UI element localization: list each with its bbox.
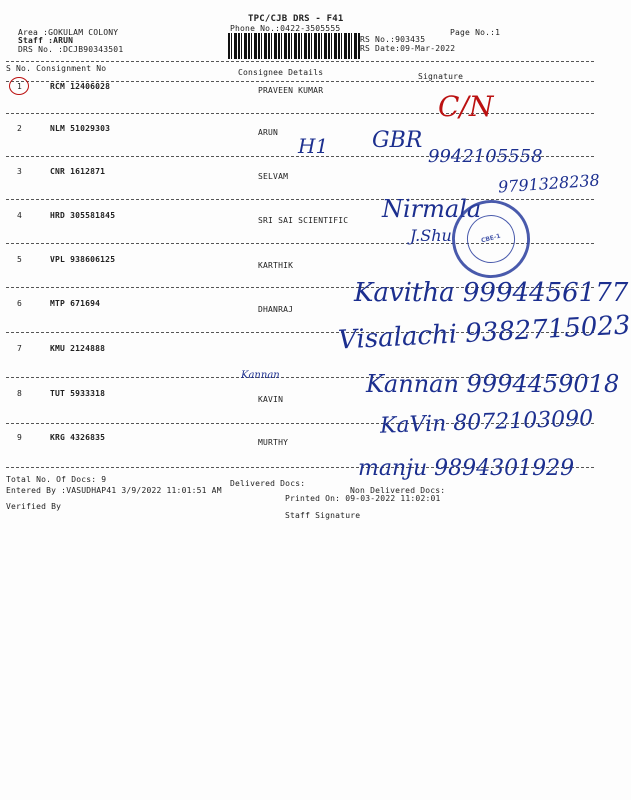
- document-title: TPC/CJB DRS - F41: [248, 14, 344, 24]
- printed-on: Printed On: 09-03-2022 11:02:01: [285, 494, 441, 503]
- handwritten-signature: GBR: [372, 128, 423, 153]
- row-sno: 7: [17, 344, 23, 353]
- handwritten-signature: KaVin 8072103090: [379, 406, 594, 439]
- phone-number: Phone No.:0422-3505555: [230, 24, 341, 33]
- handwritten-signature: Kavitha 9994456177: [354, 278, 629, 308]
- column-header-signature: Signature: [418, 72, 464, 81]
- page-number: Page No.:1: [450, 28, 501, 37]
- row-consignee: ARUN: [258, 128, 279, 137]
- handwritten-name: Nirmala: [382, 195, 482, 223]
- row-consignment: KMU 2124888: [50, 344, 106, 353]
- row-divider: [6, 113, 594, 114]
- row-consignment: KRG 4326835: [50, 433, 106, 442]
- drs-number: DRS No. :DCJB90343501: [18, 45, 124, 54]
- column-header-consignee: Consignee Details: [238, 68, 324, 77]
- row-sno: 9: [17, 433, 23, 442]
- row-consignment: MTP 671694: [50, 299, 101, 308]
- rs-number: RS No.:903435: [360, 35, 426, 44]
- row-sno: 4: [17, 211, 23, 220]
- row-sno: 1: [17, 82, 23, 91]
- delivered-docs: Delivered Docs:: [230, 479, 306, 488]
- row-consignment: NLM 51029303: [50, 124, 111, 133]
- row-sno: 5: [17, 255, 23, 264]
- row-sno: 2: [17, 124, 23, 133]
- row-consignee: MURTHY: [258, 438, 289, 447]
- staff-signature-label: Staff Signature: [285, 511, 361, 520]
- row-consignee: SRI SAI SCIENTIFIC: [258, 216, 349, 225]
- handwritten-signature: manju 9894301929: [358, 456, 575, 481]
- entered-by: Entered By :VASUDHAP41 3/9/2022 11:01:51 AM: [6, 486, 222, 495]
- row-consignee: DHANRAJ: [258, 305, 294, 314]
- handwritten-signature: Kannan 9994459018: [366, 370, 620, 398]
- staff-label: Staff :ARUN: [18, 36, 74, 45]
- handwritten-signature: Visalachi 9382715023: [337, 310, 631, 356]
- handwritten-mark: H1: [298, 134, 329, 158]
- rs-date: RS Date:09-Mar-2022: [360, 44, 456, 53]
- handwritten-phone: 9791328238: [497, 170, 601, 197]
- row-consignee: SELVAM: [258, 172, 289, 181]
- stamp-text: CBE-1: [480, 232, 502, 245]
- total-docs: Total No. Of Docs: 9: [6, 475, 107, 484]
- barcode: [228, 33, 360, 59]
- verified-by: Verified By: [6, 502, 62, 511]
- row-consignment: VPL 938606125: [50, 255, 116, 264]
- row-consignee: KAVIN: [258, 395, 284, 404]
- row-consignment: TUT 5933318: [50, 389, 106, 398]
- handwritten-initial: J.Shu: [410, 226, 452, 245]
- non-delivered-docs: Non Delivered Docs:: [350, 486, 446, 495]
- row-consignment: HRD 305581845: [50, 211, 116, 220]
- row-sno: 8: [17, 389, 23, 398]
- row-sno: 6: [17, 299, 23, 308]
- row-consignment: RCM 12406028: [50, 82, 111, 91]
- area-label: Area :GOKULAM COLONY: [18, 28, 119, 37]
- header-divider: [6, 61, 594, 62]
- column-header-consignment: S No. Consignment No: [6, 64, 107, 73]
- row-sno: 3: [17, 167, 23, 176]
- handwritten-note: Kannan: [241, 370, 280, 381]
- row-consignee: PRAVEEN KUMAR: [258, 86, 324, 95]
- row-consignment: CNR 1612871: [50, 167, 106, 176]
- row-divider: [6, 199, 594, 200]
- handwritten-phone: 9942105558: [428, 146, 543, 167]
- handwritten-cn-mark: C/N: [438, 90, 494, 123]
- row-consignee: KARTHIK: [258, 261, 294, 270]
